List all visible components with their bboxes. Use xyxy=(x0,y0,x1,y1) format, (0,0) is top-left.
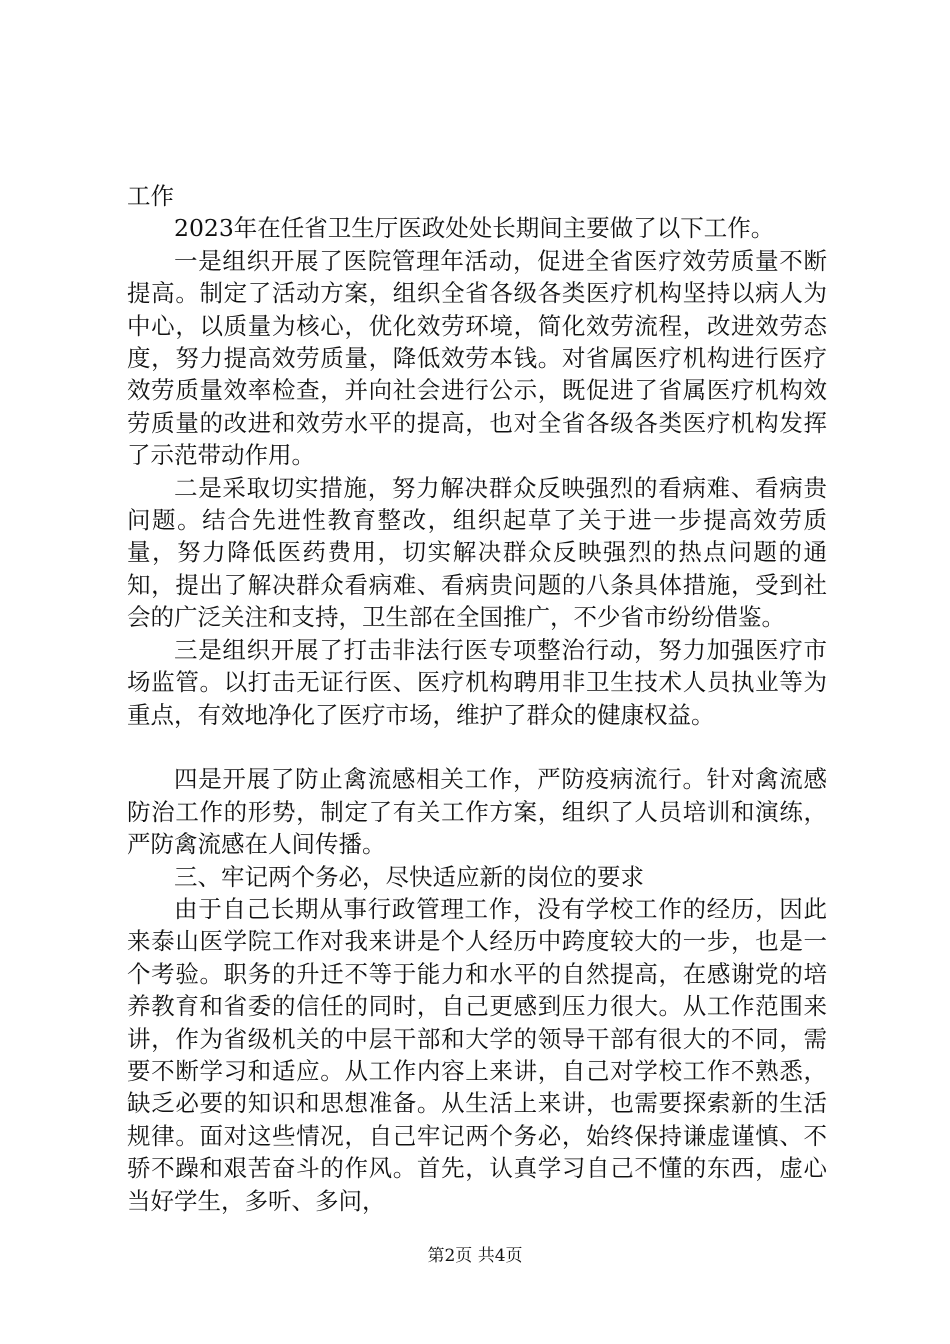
paragraph-item-3: 三是组织开展了打击非法行医专项整治行动，努力加强医疗市场监管。以打击无证行医、医疗机构聘用非卫生技术人员执业等为重点，有效地净化了医疗市场，维护了群众的健康权益。 xyxy=(127,635,827,729)
paragraph-section-body: 由于自己长期从事行政管理工作，没有学校工作的经历，因此来泰山医学院工作对我来讲是个人经历中跨度较大的一步，也是一个考验。职务的升迁不等于能力和水平的自然提高，在感谢党的培养教育和省委的信任的同时，自己更感到压力很大。从工作范围来讲，作为省级机关的中层干部和大学的领导干部有很大的不同，需要不断学习和适应。从工作内容上来讲，自己对学校工作不熟悉，缺乏必要的知识和思想准备。从生活上来讲，也需要探索新的生活规律。面对这些情况，自己牢记两个务必，始终保持谦虚谨慎、不骄不躁和艰苦奋斗的作风。首先，认真学习自己不懂的东西，虚心当好学生，多听、多问， xyxy=(127,894,827,1215)
paragraph-item-2: 二是采取切实措施，努力解决群众反映强烈的看病难、看病贵问题。结合先进性教育整改，组织起草了关于进一步提高效劳质量，努力降低医药费用，切实解决群众反映强烈的热点问题的通知，提出了解决群众看病难、看病贵问题的八条具体措施，受到社会的广泛关注和支持，卫生部在全国推广，不少省市纷纷借鉴。 xyxy=(127,473,827,632)
paragraph-item-1: 一是组织开展了医院管理年活动，促进全省医疗效劳质量不断提高。制定了活动方案，组织全省各级各类医疗机构坚持以病人为中心，以质量为核心，优化效劳环境，简化效劳流程，改进效劳态度，努力提高效劳质量，降低效劳本钱。对省属医疗机构进行医疗效劳质量效率检查，并向社会进行公示，既促进了省属医疗机构效劳质量的改进和效劳水平的提高，也对全省各级各类医疗机构发挥了示范带动作用。 xyxy=(127,246,827,470)
continuation-line: 工作 xyxy=(127,182,174,210)
paragraph-item-4: 四是开展了防止禽流感相关工作，严防疫病流行。针对禽流感防治工作的形势，制定了有关工作方案，组织了人员培训和演练，严防禽流感在人间传播。 xyxy=(127,765,827,859)
document-body xyxy=(127,180,827,1217)
page-footer xyxy=(0,1245,950,1267)
paragraph-intro: 2023年在任省卫生厅医政处处长期间主要做了以下工作。 xyxy=(174,214,775,243)
page-number-label: 第2页 共4页 xyxy=(427,1246,523,1266)
section-heading: 三、牢记两个务必，尽快适应新的岗位的要求 xyxy=(174,862,644,891)
